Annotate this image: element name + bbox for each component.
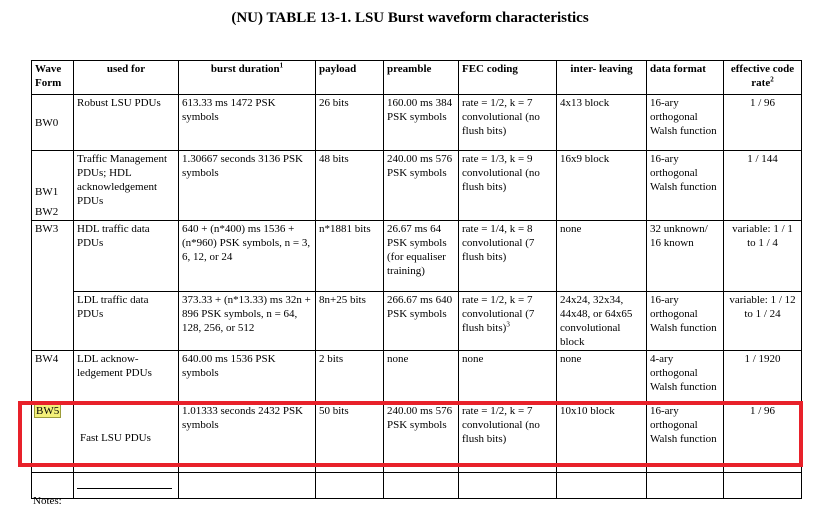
wave-form-cell: [32, 95, 74, 151]
cell-payload: 8n+25 bits: [316, 292, 384, 351]
wave-form-cell: [32, 351, 74, 403]
table-row: [32, 95, 802, 151]
header-code-rate-label: effective code rate: [730, 63, 795, 89]
header-burst-duration: [179, 61, 316, 95]
empty-cell: [647, 473, 724, 499]
cell-payload: n*1881 bits: [316, 221, 384, 292]
cell-used-for: HDL traffic data PDUs: [74, 221, 179, 292]
empty-cell: [74, 473, 179, 499]
wave-label-bw3: BW3: [35, 223, 59, 235]
cell-burst-duration: 373.33 + (n*13.33) ms 32n + 896 PSK symbols, n = 64, 128, 256, or 512: [179, 292, 316, 351]
table-row: [32, 292, 802, 351]
cell-preamble: 240.00 ms 576 PSK symbols: [384, 151, 459, 221]
header-fec-coding: FEC coding: [459, 61, 557, 95]
cell-interleaving: 16x9 block: [557, 151, 647, 221]
cell-code-rate: 1 / 96: [724, 95, 802, 151]
cell-preamble: 266.67 ms 640 PSK symbols: [384, 292, 459, 351]
cell-payload: 2 bits: [316, 351, 384, 403]
cell-interleaving: 10x10 block: [557, 403, 647, 473]
wave-label-bw2: BW2: [35, 206, 59, 218]
cell-used-for: LDL acknow- ledgement PDUs: [74, 351, 179, 403]
cell-code-rate: 1 / 144: [724, 151, 802, 221]
cell-code-rate: 1 / 96: [724, 403, 802, 473]
empty-cell: [724, 473, 802, 499]
header-used-for: used for: [74, 61, 179, 95]
cell-preamble: 26.67 ms 64 PSK symbols (for equaliser training): [384, 221, 459, 292]
cell-interleaving: none: [557, 221, 647, 292]
cell-payload: 50 bits: [316, 403, 384, 473]
header-payload: payload: [316, 61, 384, 95]
cell-data-format: 16-ary orthogonal Walsh function: [647, 95, 724, 151]
cell-preamble: 160.00 ms 384 PSK symbols: [384, 95, 459, 151]
cell-code-rate: variable: 1 / 1 to 1 / 4: [724, 221, 802, 292]
cell-fec: rate = 1/2, k = 7 convolutional (no flush bits): [459, 95, 557, 151]
header-data-format: data format: [647, 61, 724, 95]
cell-data-format: 16-ary orthogonal Walsh function: [647, 403, 724, 473]
cell-payload: 26 bits: [316, 95, 384, 151]
cell-burst-duration: 640.00 ms 1536 PSK symbols: [179, 351, 316, 403]
wave-label-bw0: BW0: [35, 116, 59, 129]
wave-form-cell: [32, 221, 74, 351]
table-row-empty: [32, 473, 802, 499]
table-row: [32, 151, 802, 221]
empty-cell: [316, 473, 384, 499]
empty-cell: [384, 473, 459, 499]
cell-code-rate: 1 / 1920: [724, 351, 802, 403]
footnote-2: 2: [770, 75, 774, 84]
header-code-rate: [724, 61, 802, 95]
footnote-1: 1: [279, 61, 284, 70]
cell-fec-text: rate = 1/2, k = 7 convolutional (7 flush bits): [462, 294, 535, 334]
cell-payload: 48 bits: [316, 151, 384, 221]
cell-used-for: Robust LSU PDUs: [74, 95, 179, 151]
cell-fec: rate = 1/2, k = 7 convolutional (no flush bits): [459, 403, 557, 473]
footnote-3: 3: [506, 320, 510, 329]
cell-used-for: Traffic Management PDUs; HDL acknowledgement PDUs: [74, 151, 179, 221]
cell-data-format: 4-ary orthogonal Walsh function: [647, 351, 724, 403]
cell-preamble: 240.00 ms 576 PSK symbols: [384, 403, 459, 473]
cell-data-format: 32 unknown/ 16 known: [647, 221, 724, 292]
cell-used-for: [74, 403, 179, 473]
cell-interleaving: 4x13 block: [557, 95, 647, 151]
cell-used-for-text: Fast LSU PDUs: [80, 431, 151, 444]
table-title: (NU) TABLE 13-1. LSU Burst waveform characteristics: [231, 10, 589, 26]
header-preamble: preamble: [384, 61, 459, 95]
cell-fec: [459, 292, 557, 351]
cell-fec: rate = 1/4, k = 8 convolutional (7 flush bits): [459, 221, 557, 292]
notes-label: Notes:: [33, 495, 62, 507]
table-row-highlighted: [32, 403, 802, 473]
cell-burst-duration: 640 + (n*400) ms 1536 + (n*960) PSK symbols, n = 3, 6, 12, or 24: [179, 221, 316, 292]
empty-cell: [459, 473, 557, 499]
wave-label-bw4: BW4: [35, 353, 59, 365]
cell-data-format: 16-ary orthogonal Walsh function: [647, 151, 724, 221]
cell-burst-duration: 613.33 ms 1472 PSK symbols: [179, 95, 316, 151]
cell-burst-duration: 1.30667 seconds 3136 PSK symbols: [179, 151, 316, 221]
table-row: [32, 221, 802, 292]
cell-data-format: 16-ary orthogonal Walsh function: [647, 292, 724, 351]
lsu-burst-table: [31, 60, 802, 499]
cell-burst-duration: 1.01333 seconds 2432 PSK symbols: [179, 403, 316, 473]
cell-fec: rate = 1/3, k = 9 convolutional (no flush bits): [459, 151, 557, 221]
cell-interleaving: 24x24, 32x34, 44x48, or 64x65 convolutional block: [557, 292, 647, 351]
separator-line: [77, 488, 172, 489]
wave-label-bw1: BW1: [35, 186, 59, 198]
cell-preamble: none: [384, 351, 459, 403]
header-row: [32, 61, 802, 95]
cell-used-for: LDL traffic data PDUs: [74, 292, 179, 351]
header-burst-duration-label: burst duration: [210, 63, 280, 75]
wave-form-cell: [32, 403, 74, 473]
table-row: [32, 351, 802, 403]
empty-cell: [179, 473, 316, 499]
wave-form-cell: [32, 151, 74, 221]
cell-code-rate: variable: 1 / 12 to 1 / 24: [724, 292, 802, 351]
header-wave-form: Wave Form: [32, 61, 74, 95]
cell-interleaving: none: [557, 351, 647, 403]
wave-label-bw5: BW5: [36, 405, 60, 417]
cell-fec: none: [459, 351, 557, 403]
empty-cell: [557, 473, 647, 499]
header-interleaving: inter- leaving: [557, 61, 647, 95]
